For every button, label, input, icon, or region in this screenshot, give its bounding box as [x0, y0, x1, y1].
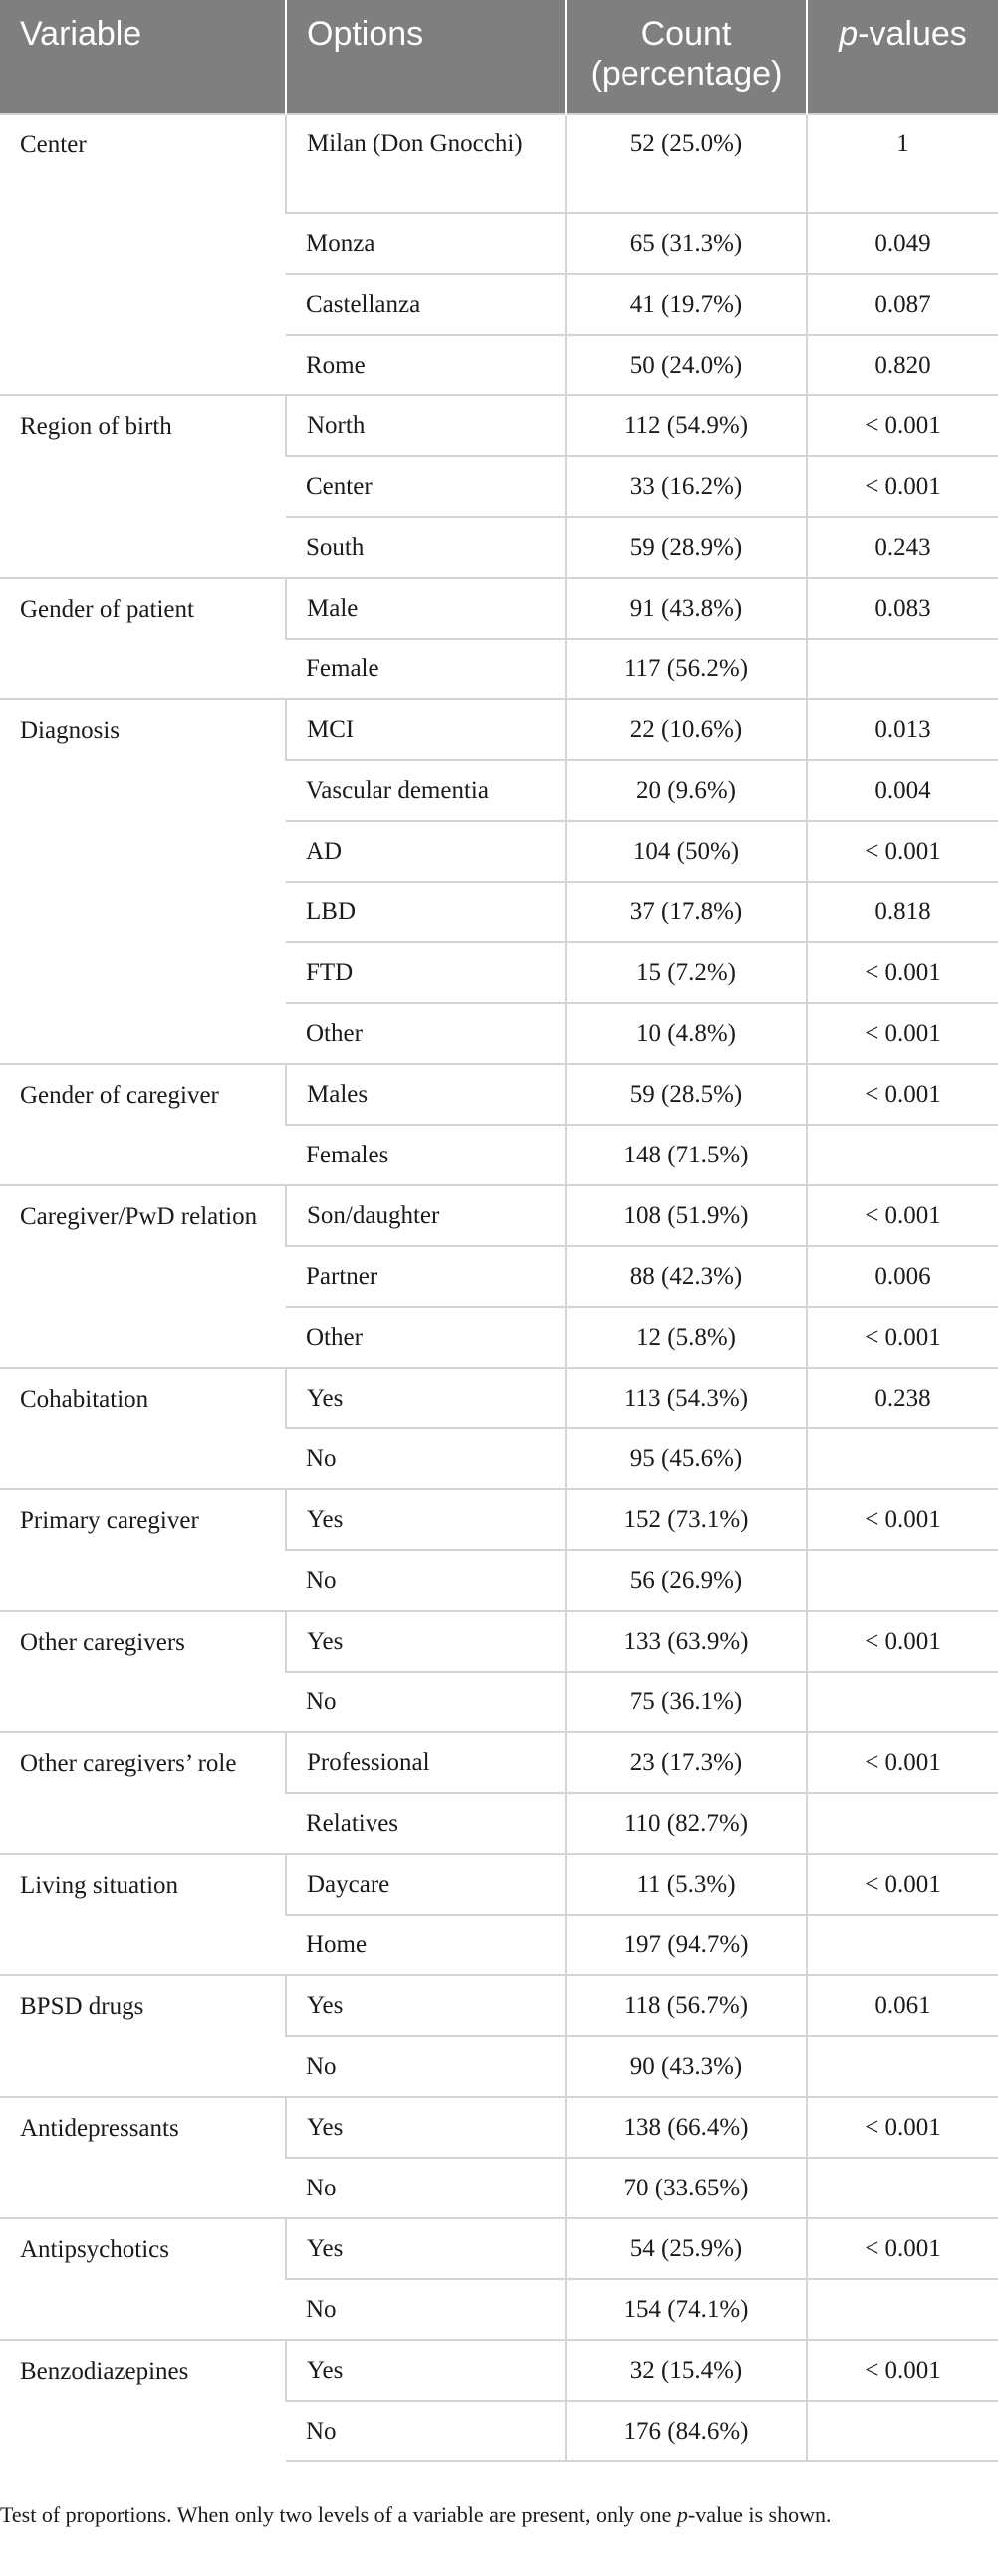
count-cell: 154 (74.1%) — [566, 2279, 807, 2340]
header-row — [0, 0, 998, 114]
variable-cell: Caregiver/PwD relation — [0, 1185, 286, 1368]
table-row — [0, 1489, 998, 1550]
count-cell: 32 (15.4%) — [566, 2340, 807, 2401]
variable-cell: BPSD drugs — [0, 1975, 286, 2097]
pvalue-cell: 0.061 — [807, 1975, 998, 2036]
pvalue-cell: < 0.001 — [807, 1489, 998, 1550]
table-row — [0, 578, 998, 639]
table-row — [0, 2097, 998, 2158]
option-cell: Females — [286, 1125, 566, 1185]
option-cell: Castellanza — [286, 274, 566, 335]
option-cell: Relatives — [286, 1793, 566, 1854]
option-cell: No — [286, 2401, 566, 2461]
option-cell: Son/daughter — [286, 1185, 566, 1246]
count-cell: 133 (63.9%) — [566, 1611, 807, 1672]
count-cell: 54 (25.9%) — [566, 2218, 807, 2279]
header-options: Options — [286, 0, 566, 114]
count-cell: 110 (82.7%) — [566, 1793, 807, 1854]
count-cell: 59 (28.9%) — [566, 517, 807, 578]
count-cell: 152 (73.1%) — [566, 1489, 807, 1550]
pvalue-cell: 0.820 — [807, 335, 998, 395]
pvalue-cell: 1 — [807, 114, 998, 213]
count-cell: 23 (17.3%) — [566, 1732, 807, 1793]
pvalue-cell: < 0.001 — [807, 395, 998, 456]
header-pvalues-italic: p — [839, 15, 859, 53]
variable-cell: Cohabitation — [0, 1368, 286, 1489]
count-cell: 197 (94.7%) — [566, 1915, 807, 1975]
pvalue-cell: < 0.001 — [807, 2340, 998, 2401]
option-cell: Center — [286, 456, 566, 517]
count-cell: 118 (56.7%) — [566, 1975, 807, 2036]
option-cell: Partner — [286, 1246, 566, 1307]
pvalue-cell: < 0.001 — [807, 821, 998, 882]
pvalue-cell: < 0.001 — [807, 2218, 998, 2279]
pvalue-cell — [807, 2036, 998, 2097]
option-cell: Yes — [286, 1489, 566, 1550]
option-cell: South — [286, 517, 566, 578]
count-cell: 20 (9.6%) — [566, 760, 807, 821]
pvalue-cell: < 0.001 — [807, 1611, 998, 1672]
table-row — [0, 1064, 998, 1125]
count-cell: 113 (54.3%) — [566, 1368, 807, 1428]
pvalue-cell: 0.049 — [807, 213, 998, 274]
option-cell: Yes — [286, 1611, 566, 1672]
variable-cell: Other caregivers — [0, 1611, 286, 1732]
variable-cell: Primary caregiver — [0, 1489, 286, 1611]
pvalue-cell: 0.087 — [807, 274, 998, 335]
option-cell: Yes — [286, 2218, 566, 2279]
option-cell: No — [286, 2036, 566, 2097]
count-cell: 33 (16.2%) — [566, 456, 807, 517]
count-cell: 56 (26.9%) — [566, 1550, 807, 1611]
footnote-text: Test of proportions. When only two levels of a variable are present, only one — [0, 2502, 677, 2527]
count-cell: 22 (10.6%) — [566, 699, 807, 760]
count-cell: 59 (28.5%) — [566, 1064, 807, 1125]
option-cell: North — [286, 395, 566, 456]
variable-cell: Living situation — [0, 1854, 286, 1975]
count-cell: 12 (5.8%) — [566, 1307, 807, 1368]
option-cell: Professional — [286, 1732, 566, 1793]
pvalue-cell: < 0.001 — [807, 1307, 998, 1368]
option-cell: Male — [286, 578, 566, 639]
pvalue-cell: < 0.001 — [807, 1003, 998, 1064]
count-cell: 95 (45.6%) — [566, 1428, 807, 1489]
pvalue-cell: 0.238 — [807, 1368, 998, 1428]
option-cell: Other — [286, 1003, 566, 1064]
option-cell: Yes — [286, 1368, 566, 1428]
footnote-p-italic: p — [676, 2502, 688, 2527]
table-row — [0, 2218, 998, 2279]
pvalue-cell — [807, 1915, 998, 1975]
option-cell: Daycare — [286, 1854, 566, 1915]
table-row — [0, 1975, 998, 2036]
table-row — [0, 1368, 998, 1428]
option-cell: Vascular dementia — [286, 760, 566, 821]
header-pvalues — [807, 0, 998, 114]
count-cell: 138 (66.4%) — [566, 2097, 807, 2158]
variable-cell: Gender of patient — [0, 578, 286, 699]
pvalue-cell: < 0.001 — [807, 456, 998, 517]
variable-cell: Gender of caregiver — [0, 1064, 286, 1185]
table-row — [0, 1854, 998, 1915]
option-cell: Female — [286, 639, 566, 699]
option-cell: No — [286, 1550, 566, 1611]
option-cell: No — [286, 1672, 566, 1732]
pvalue-cell — [807, 1428, 998, 1489]
pvalue-cell: < 0.001 — [807, 2097, 998, 2158]
count-cell: 70 (33.65%) — [566, 2158, 807, 2218]
table-row — [0, 2340, 998, 2401]
count-cell: 75 (36.1%) — [566, 1672, 807, 1732]
pvalue-cell — [807, 1672, 998, 1732]
option-cell: Home — [286, 1915, 566, 1975]
option-cell: No — [286, 2279, 566, 2340]
pvalue-cell: 0.818 — [807, 882, 998, 942]
option-cell: No — [286, 1428, 566, 1489]
pvalue-cell: < 0.001 — [807, 1185, 998, 1246]
count-cell: 117 (56.2%) — [566, 639, 807, 699]
count-cell: 112 (54.9%) — [566, 395, 807, 456]
header-count: Count (percentage) — [566, 0, 807, 114]
count-cell: 41 (19.7%) — [566, 274, 807, 335]
count-cell: 88 (42.3%) — [566, 1246, 807, 1307]
pvalue-cell — [807, 2279, 998, 2340]
header-pvalues-suffix: -values — [858, 15, 967, 53]
count-cell: 52 (25.0%) — [566, 114, 807, 213]
option-cell: No — [286, 2158, 566, 2218]
pvalue-cell: 0.006 — [807, 1246, 998, 1307]
pvalue-cell: < 0.001 — [807, 942, 998, 1003]
count-cell: 90 (43.3%) — [566, 2036, 807, 2097]
count-cell: 15 (7.2%) — [566, 942, 807, 1003]
count-cell: 91 (43.8%) — [566, 578, 807, 639]
table-body — [0, 114, 998, 2461]
pvalue-cell: < 0.001 — [807, 1064, 998, 1125]
option-cell: LBD — [286, 882, 566, 942]
option-cell: FTD — [286, 942, 566, 1003]
count-cell: 108 (51.9%) — [566, 1185, 807, 1246]
table-header — [0, 0, 998, 114]
count-cell: 104 (50%) — [566, 821, 807, 882]
pvalue-cell — [807, 2158, 998, 2218]
count-cell: 10 (4.8%) — [566, 1003, 807, 1064]
pvalue-cell — [807, 639, 998, 699]
count-cell: 148 (71.5%) — [566, 1125, 807, 1185]
option-cell: Rome — [286, 335, 566, 395]
count-cell: 176 (84.6%) — [566, 2401, 807, 2461]
pvalue-cell — [807, 2401, 998, 2461]
count-cell: 11 (5.3%) — [566, 1854, 807, 1915]
table-row — [0, 699, 998, 760]
variable-cell: Diagnosis — [0, 699, 286, 1064]
pvalue-cell: 0.083 — [807, 578, 998, 639]
option-cell: MCI — [286, 699, 566, 760]
option-cell: Yes — [286, 1975, 566, 2036]
pvalue-cell: 0.004 — [807, 760, 998, 821]
table-row — [0, 114, 998, 213]
variable-cell: Benzodiazepines — [0, 2340, 286, 2461]
pvalue-cell: < 0.001 — [807, 1732, 998, 1793]
variable-cell: Other caregivers’ role — [0, 1732, 286, 1854]
variable-cell: Region of birth — [0, 395, 286, 578]
table-row — [0, 395, 998, 456]
table-footnote — [0, 2498, 998, 2532]
option-cell: Monza — [286, 213, 566, 274]
variable-cell: Antidepressants — [0, 2097, 286, 2218]
count-cell: 37 (17.8%) — [566, 882, 807, 942]
footnote-text-end: -value is shown. — [687, 2502, 832, 2527]
header-variable: Variable — [0, 0, 286, 114]
pvalue-cell — [807, 1793, 998, 1854]
variable-cell: Center — [0, 114, 286, 395]
option-cell: Milan (Don Gnocchi) — [286, 114, 566, 213]
pvalue-cell — [807, 1550, 998, 1611]
option-cell: Males — [286, 1064, 566, 1125]
table-row — [0, 1732, 998, 1793]
option-cell: Yes — [286, 2340, 566, 2401]
table-row — [0, 1611, 998, 1672]
table-row — [0, 1185, 998, 1246]
pvalue-cell: 0.243 — [807, 517, 998, 578]
variable-cell: Antipsychotics — [0, 2218, 286, 2340]
pvalue-cell: 0.013 — [807, 699, 998, 760]
option-cell: Other — [286, 1307, 566, 1368]
option-cell: Yes — [286, 2097, 566, 2158]
count-cell: 50 (24.0%) — [566, 335, 807, 395]
pvalue-cell — [807, 1125, 998, 1185]
pvalue-cell: < 0.001 — [807, 1854, 998, 1915]
option-cell: AD — [286, 821, 566, 882]
count-cell: 65 (31.3%) — [566, 213, 807, 274]
